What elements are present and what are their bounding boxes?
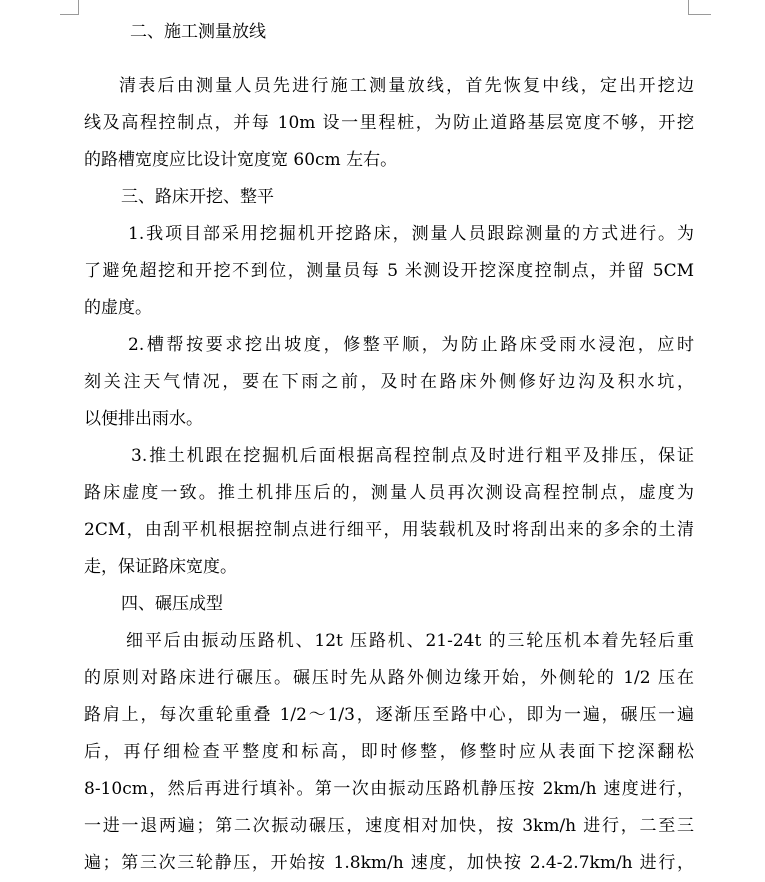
paragraph-line: 2CM，由刮平机根据控制点进行细平，用装载机及时将刮出来的多余的土清 <box>84 520 694 540</box>
paragraph-line: 遍；第三次三轮静压，开始按 1.8km/h 速度，加快按 2.4-2.7km/h 进行， <box>84 853 694 873</box>
paragraph-line: 线及高程控制点，并每 10m 设一里程桩，为防止道路基层宽度不够，开挖 <box>84 113 694 133</box>
paragraph-item-3 <box>84 438 694 586</box>
paragraph-line: 的路槽宽度应比设计宽度宽 60cm 左右。 <box>84 150 398 170</box>
section-heading-compaction: 四、碾压成型 <box>121 594 223 614</box>
paragraph-line: 路肩上，每次重轮重叠 1/2～1/3，逐渐压至路中心，即为一遍，碾压一遍 <box>84 705 694 725</box>
paragraph-item-2 <box>84 327 694 438</box>
document-body <box>84 14 694 882</box>
paragraph-line: 以便排出雨水。 <box>84 409 203 429</box>
section-heading-survey: 二、施工测量放线 <box>130 22 266 42</box>
paragraph-line: 路床虚度一致。推土机排压后的，测量人员再次测设高程控制点，虚度为 <box>84 483 694 503</box>
crop-mark-top-right <box>688 0 711 15</box>
paragraph-line: 走，保证路床宽度。 <box>84 557 237 577</box>
paragraph-survey <box>84 68 694 179</box>
paragraph-line: 的原则对路床进行碾压。碾压时先从路外侧边缘开始，外侧轮的 1/2 压在 <box>84 668 694 688</box>
paragraph-line: 后，再仔细检查平整度和标高，即时修整，修整时应从表面下挖深翻松 <box>84 742 694 762</box>
paragraph-line: 1.我项目部采用挖掘机开挖路床，测量人员跟踪测量的方式进行。为 <box>128 224 694 244</box>
paragraph-line: 刻关注天气情况，要在下雨之前，及时在路床外侧修好边沟及积水坑， <box>84 372 694 392</box>
crop-mark-top-left <box>60 0 79 15</box>
paragraph-item-1 <box>84 216 694 327</box>
paragraph-line: 了避免超挖和开挖不到位，测量员每 5 米测设开挖深度控制点，并留 5CM <box>84 261 694 281</box>
paragraph-compaction <box>84 623 694 882</box>
paragraph-line: 3.推土机跟在挖掘机后面根据高程控制点及时进行粗平及排压，保证 <box>131 446 694 466</box>
paragraph-line: 2.槽帮按要求挖出坡度，修整平顺，为防止路床受雨水浸泡，应时 <box>128 335 694 355</box>
paragraph-line: 细平后由振动压路机、12t 压路机、21-24t 的三轮压机本着先轻后重 <box>126 631 694 651</box>
paragraph-line: 清表后由测量人员先进行施工测量放线，首先恢复中线，定出开挖边 <box>119 76 694 96</box>
paragraph-line: 的虚度。 <box>84 298 152 318</box>
section-heading-excavation: 三、路床开挖、整平 <box>121 187 274 207</box>
paragraph-line: 一进一退两遍；第二次振动碾压，速度相对加快，按 3km/h 进行，二至三 <box>84 816 694 836</box>
paragraph-line: 8-10cm，然后再进行填补。第一次由振动压路机静压按 2km/h 速度进行， <box>84 779 694 799</box>
